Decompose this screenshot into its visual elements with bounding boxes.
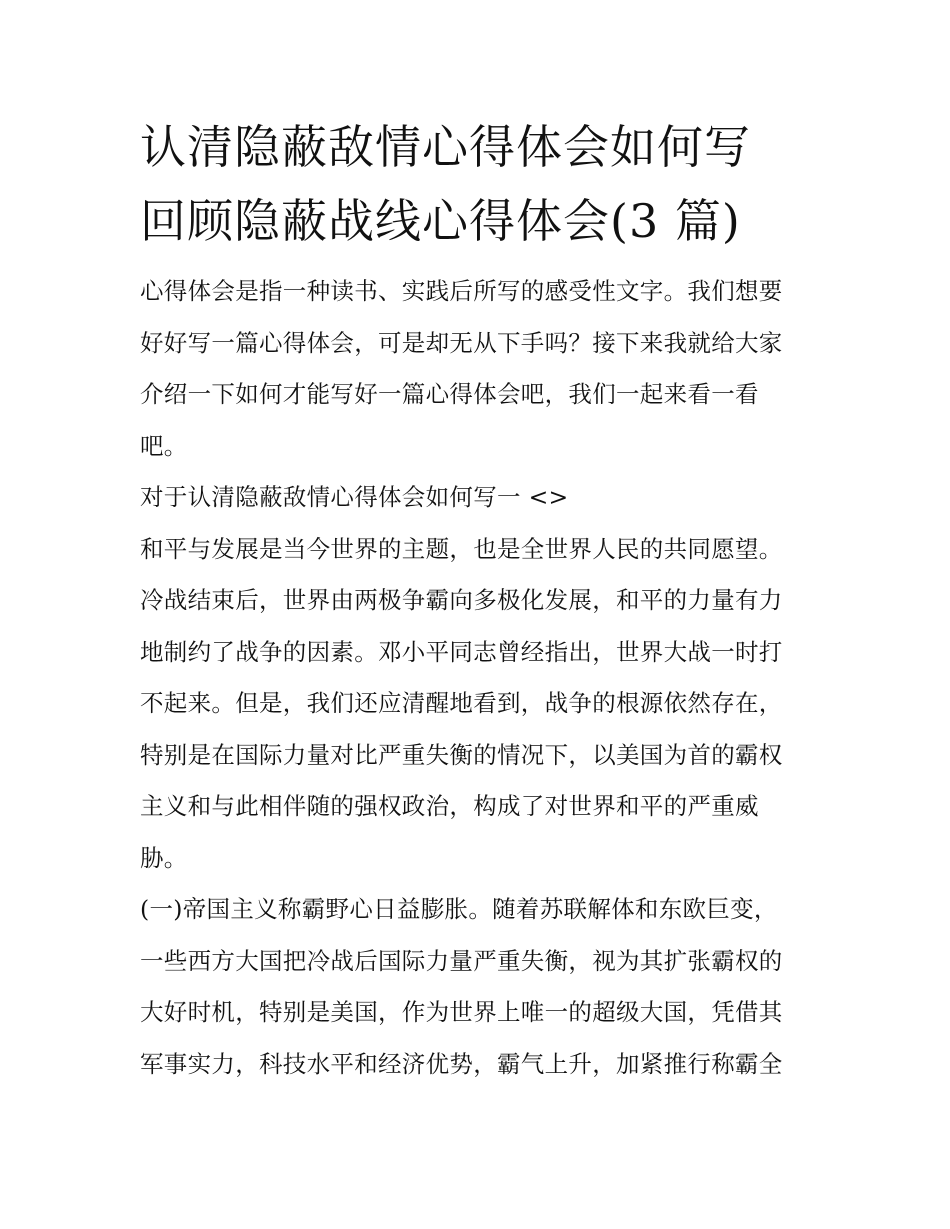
point-one-paragraph: [140, 884, 820, 1090]
body-paragraph: [140, 524, 820, 885]
body-line: 胁。: [140, 843, 188, 872]
body-line: 和平与发展是当今世界的主题，也是全世界人民的共同愿望。: [140, 534, 783, 563]
intro-line: 好好写一篇心得体会，可是却无从下手吗？接下来我就给大家: [140, 328, 783, 357]
point-line: 一些西方大国把冷战后国际力量严重失衡，视为其扩张霸权的: [140, 946, 783, 975]
document-title: [140, 110, 820, 258]
point-line: 军事实力，科技水平和经济优势，霸气上升，加紧推行称霸全: [140, 1049, 783, 1078]
point-line: (一)帝国主义称霸野心日益膨胀。随着苏联解体和东欧巨变，: [140, 895, 778, 923]
body-line: 地制约了战争的因素。邓小平同志曾经指出，世界大战一时打: [140, 637, 783, 666]
body-line: 主义和与此相伴随的强权政治，构成了对世界和平的严重威: [140, 792, 759, 820]
body-line: 特别是在国际力量对比严重失衡的情况下，以美国为首的霸权: [140, 740, 783, 769]
section-heading: [140, 472, 820, 524]
point-line: 大好时机，特别是美国，作为世界上唯一的超级大国，凭借其: [140, 998, 783, 1026]
intro-line: 吧。: [140, 431, 188, 460]
title-line-1: 认清隐蔽敌情心得体会如何写: [140, 120, 751, 174]
intro-line: 心得体会是指一种读书、实践后所写的感受性文字。我们想要: [140, 277, 783, 305]
body-line: 不起来。但是，我们还应清醒地看到，战争的根源依然存在，: [140, 689, 783, 717]
intro-line: 介绍一下如何才能写好一篇心得体会吧，我们一起来看一看: [140, 380, 759, 408]
body-line: 冷战结束后，世界由两极争霸向多极化发展，和平的力量有力: [140, 586, 783, 614]
intro-paragraph: [140, 266, 820, 472]
document-page: [140, 110, 820, 1090]
section-heading-text: 对于认清隐蔽敌情心得体会如何写一 <>: [140, 483, 569, 511]
title-line-2: 回顾隐蔽战线心得体会(3 篇): [140, 194, 741, 248]
